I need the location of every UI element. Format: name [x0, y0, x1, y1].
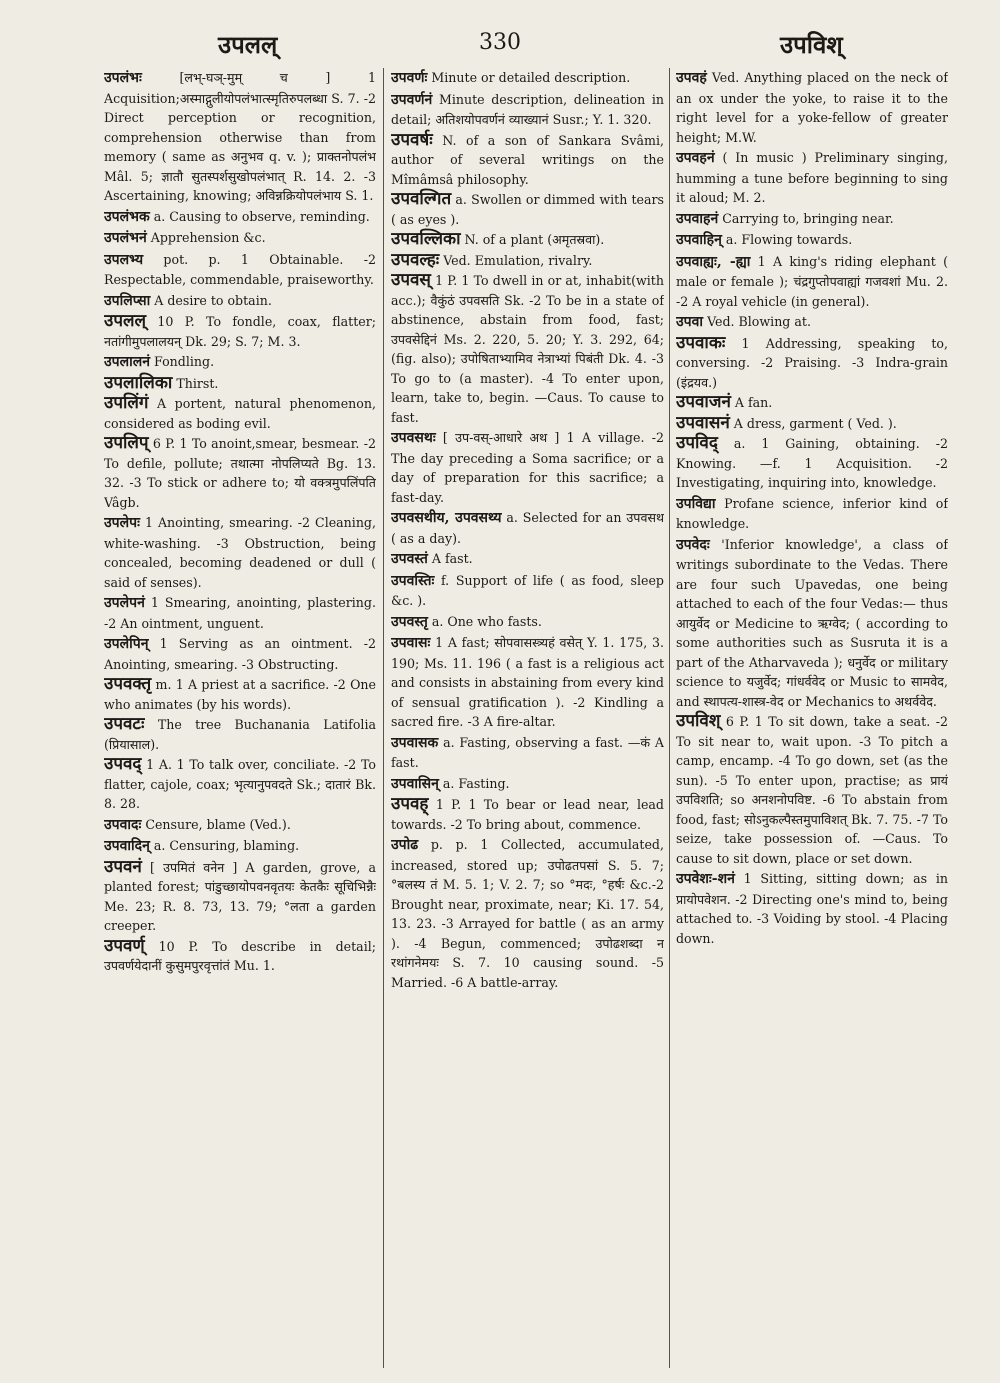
- entry-headword: उपवस्तं: [391, 551, 428, 567]
- entry-definition: The tree Buchanania Latifolia (प्रियासाल).: [104, 717, 376, 752]
- entry-headword: उपवाह्यः, -ह्या: [676, 253, 751, 270]
- entry-definition: a. Fasting, observing a fast. —कं A fast.: [391, 734, 664, 770]
- entry-definition: 6 P. 1 To sit down, take a seat. -2 To sit near to, wait upon. -3 To pitch a camp, encamp. -4 To go down, set (as the sun). -5 To enter upon, practise; as प्रायं उपविशति; so अनशनोपविष्ट. -6 To abstain from food, fast; सोऽनुकल्पैस्तमुपाविशत् Bk. 7. 75. -7 To seize, take possession of. —Caus. To cause to sit down, place or set down.: [676, 714, 948, 866]
- entry-headword: उपवसथीय, उपवसथ्य: [391, 510, 502, 526]
- dictionary-entry: [391, 190, 664, 229]
- entry-definition: N. of a plant (अमृतस्रवा).: [464, 232, 605, 247]
- dictionary-entry: [391, 835, 664, 992]
- entry-definition: Thirst.: [176, 375, 219, 391]
- column-3: [676, 68, 948, 1368]
- entry-headword: उपवादिन्: [104, 838, 150, 854]
- entry-definition: 1 P. 1 To dwell in or at, inhabit(with acc.); वैकुंठं उपवसति Sk. -2 To be in a state of abstinence, abstain from food, fast; उपवसेद्दिनं Ms. 2. 220, 5. 20; Y. 3. 292, 64; (fig. also); उपोषिताभ्यामिव नेत्राभ्यां पिबंती Dk. 4. -3 To go to (a master). -4 To enter upon, learn, take to, begin. —Caus. To cause to fast.: [391, 273, 664, 425]
- dictionary-entry: [104, 937, 376, 976]
- dictionary-entry: [676, 434, 948, 493]
- entry-definition: 10 P. To describe in detail; उपवर्णयेदानीं कुसुमपुरवृत्तांतं Mu. 1.: [104, 938, 376, 973]
- entry-headword: उपवस्: [391, 270, 431, 290]
- entry-definition: Censure, blame (Ved.).: [145, 816, 291, 832]
- entry-headword: उपवासः: [391, 635, 431, 651]
- dictionary-entry: [104, 815, 376, 836]
- entry-definition: 10 P. To fondle, coax, flatter; नतांगीमुपलालयन् Dk. 29; S. 7; M. 3.: [104, 314, 376, 349]
- entry-headword: उपवा: [676, 314, 704, 330]
- dictionary-entry: [104, 593, 376, 633]
- entry-headword: उपलंभः: [104, 70, 142, 86]
- entry-headword: उपवासिन्: [391, 775, 439, 792]
- entry-definition: 1 Serving as an ointment. -2 Anointing, smearing. -3 Obstructing.: [104, 636, 376, 672]
- entry-definition: A desire to obtain.: [154, 292, 272, 308]
- entry-headword: उपलंभक: [104, 208, 150, 225]
- dictionary-entry: [104, 352, 376, 373]
- entry-definition: 1 Sitting, sitting down; as in प्रायोपवेशन. -2 Directing one's mind to, being attached to. -3 Voiding by stool. -4 Placing down.: [676, 871, 948, 946]
- entry-headword: उपलालिका: [104, 372, 173, 393]
- column-divider: [383, 68, 384, 1368]
- entry-headword: उपवसथः: [391, 430, 436, 446]
- entry-headword: उपवर्णः: [391, 70, 428, 86]
- entry-headword: उपलिंगं: [104, 393, 149, 413]
- dictionary-entry: [391, 131, 664, 190]
- dictionary-entry: [391, 612, 664, 633]
- dictionary-entry: [391, 549, 664, 570]
- entry-headword: उपलेपः: [104, 515, 140, 531]
- entry-definition: pot. p. 1 Obtainable. -2 Respectable, commendable, praiseworthy.: [104, 251, 376, 287]
- entry-definition: a. Flowing towards.: [725, 232, 853, 247]
- entry-definition: Minute or detailed description.: [431, 70, 631, 85]
- entry-definition: 1 P. 1 To bear or lead near, lead towards. -2 To bring about, commence.: [391, 797, 664, 832]
- entry-headword: उपवद्: [104, 754, 142, 774]
- entry-headword: उपोढ: [391, 837, 419, 853]
- entry-definition: Ved. Blowing at.: [707, 314, 811, 329]
- dictionary-entry: [104, 715, 376, 754]
- dictionary-entry: [391, 271, 664, 427]
- entry-headword: उपलिप्: [104, 433, 149, 453]
- entry-headword: उपवहं: [676, 70, 707, 86]
- dictionary-entry: [676, 712, 948, 868]
- dictionary-entry: [104, 434, 376, 512]
- dictionary-entry: [104, 675, 376, 714]
- entry-definition: a. One who fasts.: [431, 613, 542, 629]
- left-guide-word: उपलल्: [218, 30, 278, 59]
- entry-headword: उपवाहनं: [676, 210, 719, 227]
- dictionary-entry: [104, 634, 376, 674]
- dictionary-entry: [391, 68, 664, 89]
- dictionary-entry: [104, 374, 376, 394]
- entry-headword: उपवाकः: [676, 332, 726, 353]
- dictionary-entry: [391, 508, 664, 548]
- column-divider: [669, 68, 670, 1368]
- entry-definition: f. Support of life ( as food, sleep &c. ).: [391, 572, 664, 608]
- dictionary-entry: [391, 251, 664, 271]
- dictionary-entry: [676, 869, 948, 948]
- entry-headword: उपवस्तृ: [391, 613, 428, 630]
- entry-headword: उपवक्तृ: [104, 674, 152, 694]
- entry-definition: ( In music ) Preliminary singing, humming a tune before beginning to sing it aloud; M. 2.: [676, 150, 948, 205]
- entry-headword: उपलिप्सा: [104, 292, 151, 309]
- dictionary-entry: [104, 250, 376, 290]
- dictionary-entry: [391, 428, 664, 507]
- dictionary-entry: [104, 312, 376, 351]
- entry-headword: उपवस्तिः: [391, 572, 435, 589]
- dictionary-entry: [104, 513, 376, 592]
- entry-headword: उपवर्ण्: [104, 935, 145, 956]
- dictionary-entry: [104, 755, 376, 814]
- column-2: [391, 68, 664, 1368]
- dictionary-entry: [391, 733, 664, 773]
- entry-definition: Apprehension &c.: [150, 230, 266, 245]
- dictionary-entry: [676, 312, 948, 333]
- entry-headword: उपलंभनं: [104, 230, 147, 246]
- dictionary-entry: [676, 230, 948, 251]
- entry-definition: a. Causing to observe, reminding.: [153, 208, 370, 224]
- entry-definition: m. 1 A priest at a sacrifice. -2 One who animates (by his words).: [104, 677, 376, 712]
- entry-headword: उपलभ्य: [104, 251, 144, 268]
- entry-definition: a. Swollen or dimmed with tears ( as eyes ).: [391, 192, 664, 227]
- dictionary-entry: [391, 230, 664, 250]
- dictionary-entry: [104, 836, 376, 857]
- entry-headword: उपवासक: [391, 734, 439, 751]
- entry-definition: [लभ्-घञ्-मुम् च ] 1 Acquisition;अस्माद्गुलीयोपलंभात्स्मृतिरुपलब्धा S. 7. -2 Direct perception or recognition, comprehension otherwise than from memory ( same as अनुभव q. v. ); प्राक्तनोपलंभ Mâl. 5; ज्ञातौ सुतस्पर्शसुखोपलंभात् R. 14. 2. -3 Ascertaining, knowing; अविन्नक्रियोपलंभाय S. 1.: [104, 70, 376, 203]
- right-guide-word: उपविश्: [780, 30, 843, 59]
- entry-definition: 6 P. 1 To anoint,smear, besmear. -2 To defile, pollute; तथात्मा नोपलिप्यते Bg. 13. 32. -3 To stick or adhere to; यो वक्त्रमुपलिंपति Vâgb.: [104, 436, 376, 510]
- entry-headword: उपलेपनं: [104, 595, 145, 611]
- entry-headword: उपलालनं: [104, 354, 151, 370]
- entry-headword: उपवह्: [391, 794, 429, 814]
- dictionary-entry: [676, 393, 948, 413]
- entry-definition: A dress, garment ( Ved. ).: [733, 415, 897, 431]
- columns-area: [0, 68, 1000, 1383]
- entry-headword: उपवल्गित: [391, 189, 452, 209]
- column-1: [104, 68, 376, 1368]
- entry-headword: उपलेपिन्: [104, 636, 149, 652]
- entry-definition: A portent, natural phenomenon, considered as boding evil.: [104, 396, 376, 431]
- entry-headword: उपवादः: [104, 816, 142, 833]
- entry-definition: a. 1 Gaining, obtaining. -2 Knowing. —f. 1 Acquisition. -2 Investigating, inquiring into, knowledge.: [676, 436, 948, 490]
- entry-headword: उपविश्: [676, 711, 721, 731]
- dictionary-entry: [676, 535, 948, 712]
- entry-headword: उपवटः: [104, 714, 145, 734]
- dictionary-entry: [676, 414, 948, 434]
- entry-definition: Ved. Emulation, rivalry.: [443, 252, 593, 268]
- entry-definition: a. Fasting.: [442, 775, 510, 791]
- entry-definition: p. p. 1 Collected, accumulated, increased, stored up; उपोढतपसां S. 5. 7; °बलस्य तं M. 5. 1; V. 2. 7; so °मदः, °हर्षः &c.-2 Brought near, proximate, near; Ki. 17. 54, 13. 23. -3 Arrayed for battle ( as an army ). -4 Begun, commenced; उपोढशब्दा न रथांगनेमयः S. 7. 10 causing sound. -5 Married. -6 A battle-array.: [391, 837, 664, 990]
- dictionary-entry: [104, 291, 376, 312]
- entry-headword: उपलल्: [104, 311, 147, 331]
- dictionary-entry: [676, 209, 948, 230]
- entry-definition: a. Censuring, blaming.: [153, 838, 300, 853]
- entry-headword: उपवेदः: [676, 536, 710, 553]
- entry-headword: उपवासनं: [676, 412, 730, 433]
- dictionary-entry: [391, 571, 664, 611]
- entry-headword: उपवर्णनं: [391, 91, 433, 108]
- entry-headword: उपवाहिन्: [676, 232, 722, 248]
- entry-definition: A fast.: [431, 551, 473, 566]
- entry-definition: N. of a son of Sankara Svâmi, author of several writings on the Mîmâmsâ philosophy.: [391, 132, 664, 187]
- entry-headword: उपवेशः-शनं: [676, 871, 735, 887]
- entry-definition: 1 A. 1 To talk over, conciliate. -2 To flatter, cajole, coax; भृत्यानुपवदते Sk.; दातारं Bk. 8. 28.: [104, 757, 376, 811]
- dictionary-entry: [676, 494, 948, 534]
- dictionary-entry: [676, 252, 948, 312]
- dictionary-entry: [391, 774, 664, 795]
- dictionary-entry: [104, 68, 376, 206]
- entry-definition: 1 A fast; सोपवासस्त्र्यहं वसेत् Y. 1. 175, 3. 190; Ms. 11. 196 ( a fast is a religious act and consists in abstaining from every kind of sensual gratification ). -2 Kindling a sacred fire. -3 A fire-altar.: [391, 635, 664, 729]
- dictionary-entry: [104, 207, 376, 228]
- entry-headword: उपविद्या: [676, 495, 716, 512]
- page-header: [0, 20, 1000, 68]
- entry-headword: उपवनं: [104, 856, 142, 877]
- entry-definition: [ उप-वस्-आधारे अथ ] 1 A village. -2 The day preceding a Soma sacrifice; or a day of preparation for this sacrifice; a fast-day.: [391, 430, 664, 505]
- entry-headword: उपवल्लिका: [391, 229, 461, 249]
- entry-definition: 'Inferior knowledge', a class of writings subordinate to the Vedas. There are four such Upavedas, one being attached to each of the four Vedas:— thus आयुर्वेद or Medicine to ऋग्वेद; ( according to some authorities such as Susruta it is a part of the Atharvaveda ); धनुर्वेद or military science to यजुर्वेद; गांधर्ववेद or Music to सामवेद, and स्थापत्य-शास्त्र-वेद or Mechanics to अथर्ववेद.: [676, 536, 948, 709]
- entry-definition: Minute description, delineation in detail; अतिशयोपवर्णनं व्याख्यानं Susr.; Y. 1. 320.: [391, 91, 664, 127]
- dictionary-entry: [676, 148, 948, 208]
- entry-definition: 1 Anointing, smearing. -2 Cleaning, white-washing. -3 Obstruction, being concealed, becoming deadened or dull ( said of senses).: [104, 515, 376, 590]
- entry-definition: 1 Smearing, anointing, plastering. -2 An ointment, unguent.: [104, 595, 376, 631]
- entry-definition: [ उपमितं वनेन ] A garden, grove, a planted forest; पांडुच्छायोपवनवृतयः केतकैः सूचिभिन्नैः Me. 23; R. 8. 73, 13. 79; °लता a garden creeper.: [104, 859, 376, 933]
- dictionary-entry: [391, 795, 664, 834]
- entry-definition: 1 A king's riding elephant ( male or female ); चंद्रगुप्तोपवाह्यां गजवशां Mu. 2. -2 A royal vehicle (in general).: [676, 253, 948, 309]
- dictionary-entry: [104, 394, 376, 433]
- entry-definition: A fan.: [734, 395, 773, 410]
- entry-headword: उपविद्: [676, 433, 718, 453]
- entry-headword: उपवहनं: [676, 150, 715, 166]
- entry-definition: Fondling.: [154, 354, 215, 369]
- dictionary-entry: [104, 228, 376, 249]
- entry-headword: उपवल्हः: [391, 249, 440, 270]
- dictionary-entry: [391, 90, 664, 130]
- entry-definition: 1 Addressing, speaking to, conversing. -2 Praising. -3 Indra-grain (इंद्रयव.): [676, 335, 948, 390]
- dictionary-entry: [104, 858, 376, 936]
- dictionary-entry: [391, 633, 664, 732]
- dictionary-entry: [676, 68, 948, 147]
- entry-headword: उपवाजनं: [676, 392, 731, 412]
- entry-definition: a. Selected for an उपवसथ ( as a day).: [391, 510, 664, 546]
- entry-definition: Carrying to, bringing near.: [722, 210, 894, 226]
- entry-definition: Profane science, inferior kind of knowledge.: [676, 495, 948, 531]
- entry-headword: उपवर्षः: [391, 129, 433, 150]
- dictionary-entry: [676, 334, 948, 393]
- entry-definition: Ved. Anything placed on the neck of an ox under the yoke, to raise it to the right level for a yoke-fellow of greater height; M.W.: [676, 70, 948, 145]
- page-number: 330: [479, 30, 521, 55]
